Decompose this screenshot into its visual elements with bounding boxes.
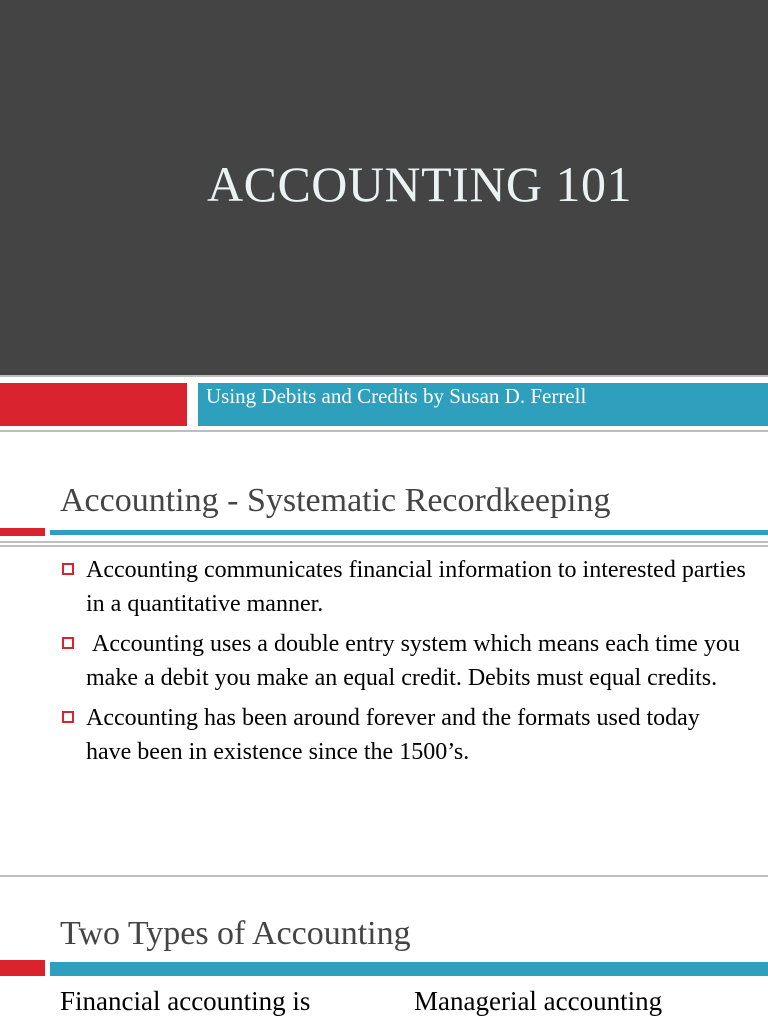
slide-separator bbox=[0, 875, 768, 877]
bullet-list bbox=[60, 553, 750, 775]
divider-line bbox=[0, 541, 768, 543]
red-accent-bar bbox=[0, 383, 187, 426]
bullet-text: Accounting communicates financial information to interested parties in a quantitative manner. bbox=[86, 557, 746, 617]
square-bullet-icon bbox=[62, 563, 74, 575]
divider-line bbox=[0, 545, 768, 547]
list-item bbox=[60, 553, 750, 621]
slide-heading: Two Types of Accounting bbox=[60, 915, 411, 952]
slide-subtitle: Using Debits and Credits by Susan D. Ferrell bbox=[206, 384, 587, 408]
left-column-text: Financial accounting is bbox=[60, 986, 311, 1016]
divider-line bbox=[0, 430, 768, 432]
bullet-text: Accounting has been around forever and the formats used today have been in existence since the 1500’s. bbox=[86, 705, 700, 765]
list-item bbox=[60, 627, 750, 695]
slide-heading: Accounting - Systematic Recordkeeping bbox=[60, 482, 611, 519]
list-item bbox=[60, 701, 750, 769]
square-bullet-icon bbox=[62, 711, 74, 723]
square-bullet-icon bbox=[62, 637, 74, 649]
blue-divider bbox=[50, 962, 768, 976]
blue-divider bbox=[50, 530, 768, 535]
bullet-text: Accounting uses a double entry system which means each time you make a debit you make an equal credit. Debits must equal credits. bbox=[86, 631, 746, 691]
red-accent-tab bbox=[0, 960, 45, 976]
divider-line bbox=[0, 375, 768, 377]
slide-title: ACCOUNTING 101 bbox=[207, 156, 633, 212]
right-column-text: Managerial accounting bbox=[414, 986, 663, 1016]
red-accent-tab bbox=[0, 528, 45, 536]
